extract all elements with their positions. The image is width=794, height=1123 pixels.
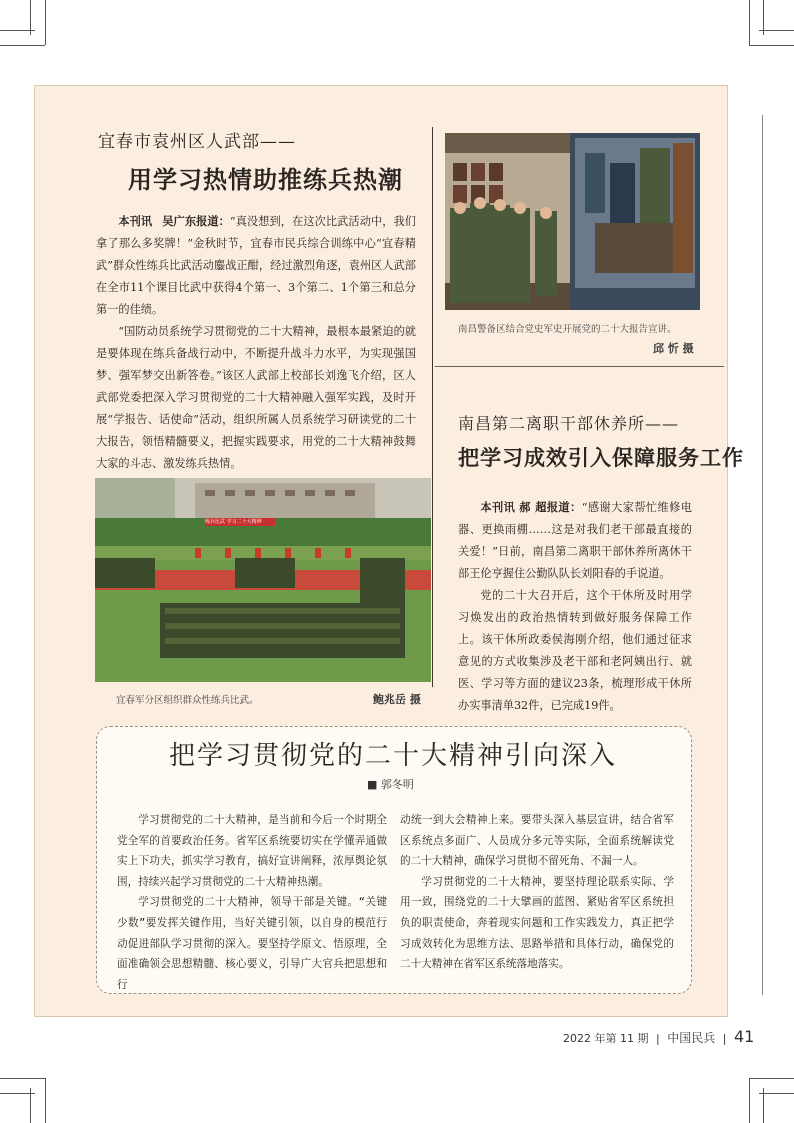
crop-mark-br-h: [749, 1078, 794, 1079]
photo1-caption: 南昌警备区结合党史军史开展党的二十大报告宣讲。: [458, 324, 677, 335]
article1-reporter: 吴广东报道：: [162, 215, 230, 228]
commentary-col2-p1: 动统一到大会精神上来。要带头深入基层宣讲，结合省军区系统点多面广、人员成分多元等实际，全面系统解读党的二十大精神，确保学习贯彻不留死角、不漏一人。: [400, 814, 674, 868]
photo-exhibition-image: [445, 133, 700, 310]
article1-para2: “国防动员系统学习贯彻党的二十大精神，最根本最紧迫的就是要体现在练兵备战行动中，不断提升战斗力水平，为实现强国梦、强军梦交出新答卷。”该区人武部上校部长刘逸飞介绍，区人武部党委把深入学习贯彻党的二十大精神融入强军实践，及时开展“学报告、话使命”活动，组织所属人员系统学习研读党的二十大报告，领悟精髓要义，把握实践要求，用党的二十大精神鼓舞大家的斗志、激发练兵热情。: [96, 325, 416, 470]
photo2-credit: 鲍兆岳 摄: [373, 693, 421, 706]
photo2-caption: 宜春军分区组织群众性练兵比武。: [116, 695, 259, 706]
page-footer: [563, 1027, 754, 1046]
photo-exhibition: [445, 133, 700, 310]
crop-mark-tl-h2: [0, 45, 45, 46]
crop-mark-tr-h: [759, 30, 794, 31]
footer-separator-1: |: [655, 1032, 660, 1045]
commentary-title: 把学习贯彻党的二十大精神引向深入: [168, 741, 617, 771]
article1-para1: “真没想到，在这次比武活动中，我们拿了那么多奖牌！”金秋时节，宜春市民兵综合训练中心“宜春精武”群众性练兵比武活动鏖战正酣，经过激烈角逐，袁州区人武部在全市11个课目比武中获得4个第一、3个第二、1个第三和总分第一的佳绩。: [96, 215, 416, 316]
crop-mark-br-v2: [763, 1088, 764, 1123]
photo2-banner: 练兵比武 学习二十大精神: [205, 518, 273, 526]
page-number: 41: [733, 1027, 755, 1046]
photo-training-ground: [95, 478, 431, 682]
crop-mark-tr-v2: [749, 0, 750, 45]
photo-training-image: [95, 478, 431, 682]
right-margin-line: [762, 115, 763, 995]
article2-kicker: 南昌第二离职干部休养所——: [458, 414, 680, 433]
article2-title: 把学习成效引入保障服务工作: [458, 446, 744, 470]
footer-issue: 2022 年第 11 期: [563, 1032, 649, 1045]
crop-mark-bl-h: [0, 1078, 45, 1079]
footer-separator-2: |: [722, 1032, 727, 1045]
article2-para2: 党的二十大召开后，这个干休所及时用学习焕发出的政治热情转到做好服务保障工作上。该干休所政委侯海刚介绍，他们通过征求意见的方式收集涉及老干部和老阿姨出行、就医、学习等方面的建议23条，梳理形成干休所办实事清单32件，已完成19件。: [458, 589, 692, 712]
article1-body: [96, 211, 416, 475]
crop-mark-tr-h2: [749, 45, 794, 46]
crop-mark-tr-v: [763, 0, 764, 35]
article1-title: 用学习热情助推练兵热潮: [128, 166, 403, 194]
right-section-divider: [435, 366, 724, 367]
article2-reporter: 郝 超报道：: [519, 501, 582, 514]
article2-body: [458, 497, 692, 717]
commentary-column-1: [117, 810, 387, 995]
commentary-col1-p2: 学习贯彻党的二十大精神，领导干部是关键。“关键少数”要发挥关键作用，当好关键引领，以自身的模范行动促进部队学习贯彻的深入。要坚持学原文、悟原理，全面准确领会思想精髓、核心要义，引导广大官兵把思想和行: [117, 896, 387, 991]
crop-mark-bl-v: [45, 1078, 46, 1123]
commentary-col1-p1: 学习贯彻党的二十大精神，是当前和今后一个时期全党全军的首要政治任务。省军区系统要切实在学懂弄通做实上下功夫，抓实学习教育，搞好宣讲阐释，浓厚舆论氛围，持续兴起学习贯彻党的二十大精神热潮。: [117, 814, 387, 888]
footer-magazine: 中国民兵: [667, 1031, 716, 1045]
article2-byline: 本刊讯: [480, 501, 516, 514]
crop-mark-bl-v2: [30, 1088, 31, 1123]
commentary-column-2: [400, 810, 674, 975]
article2-para1: “感谢大家帮忙维修电器、更换雨棚……这是对我们老干部最直接的关爱！”日前，南昌第二离职干部休养所离休干部王伦亨握住公勤队队长刘阳春的手说道。: [458, 501, 692, 580]
commentary-col2-p2: 学习贯彻党的二十大精神，要坚持理论联系实际、学用一致，围绕党的二十大擘画的蓝图、紧贴省军区系统担负的职责使命，奔着现实问题和工作实践发力，真正把学习成效转化为思维方法、思路举措和具体行动，确保党的二十大精神在省军区系统落地落实。: [400, 875, 674, 971]
crop-mark-br-v: [749, 1078, 750, 1123]
article1-byline: 本刊讯: [118, 215, 153, 228]
article1-kicker: 宜春市袁州区人武部——: [98, 132, 296, 152]
photo1-credit: 邱 忻 摄: [653, 342, 694, 355]
crop-mark-tl-v2: [45, 0, 46, 45]
column-divider: [432, 127, 433, 687]
commentary-author: ■ 郭冬明: [367, 778, 414, 791]
crop-mark-tl-v: [30, 0, 31, 35]
crop-mark-br-h2: [759, 1093, 794, 1094]
